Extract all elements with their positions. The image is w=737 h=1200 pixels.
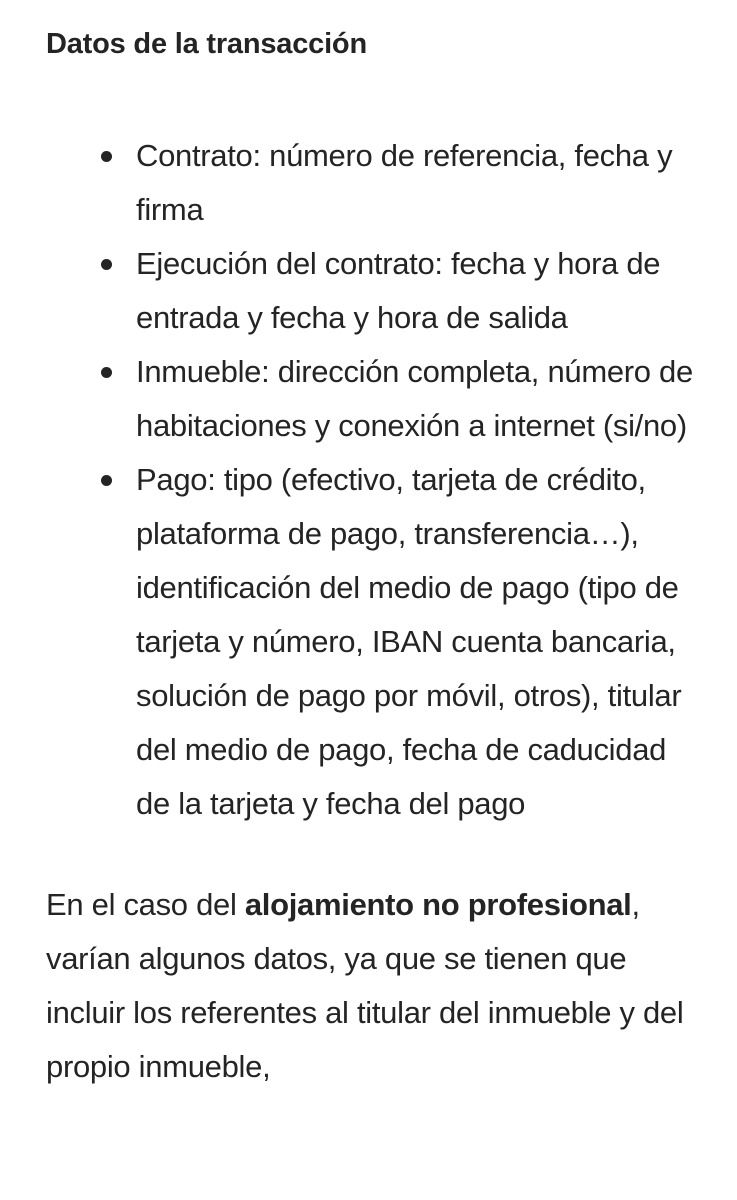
bullet-icon: [101, 259, 112, 270]
section-heading: Datos de la transacción: [46, 28, 367, 60]
bullet-icon: [101, 367, 112, 378]
list-item-pago: [46, 453, 697, 831]
list-item-ejecucion: [46, 237, 697, 345]
list-item-inmueble: [46, 345, 697, 453]
list-item-contrato: [46, 129, 697, 237]
paragraph-rest: , varían algunos datos, ya que se tienen que incluir los referentes al titular del inmueble y del propio inmueble,: [46, 887, 684, 1084]
list-item-text: Ejecución del contrato: fecha y hora de entrada y fecha y hora de salida: [136, 246, 661, 335]
list-item-text: Pago: tipo (efectivo, tarjeta de crédito, plataforma de pago, transferencia…), identificación del medio de pago (tipo de tarjeta y número, IBAN cuenta bancaria, solución de pago por móvil, otros), titular del medio de pago, fecha de caducidad de la tarjeta y fecha del pago: [136, 462, 682, 821]
bullet-icon: [101, 151, 112, 162]
paragraph-bold-term: alojamiento no profesional: [244, 887, 632, 922]
paragraph-intro: En el caso del: [46, 887, 245, 922]
list-item-text: Inmueble: dirección completa, número de habitaciones y conexión a internet (si/no): [136, 354, 693, 443]
list-item-text: Contrato: número de referencia, fecha y firma: [136, 138, 673, 227]
transaction-data-list: [46, 129, 697, 831]
body-paragraph: [46, 878, 697, 1094]
bullet-icon: [101, 475, 112, 486]
